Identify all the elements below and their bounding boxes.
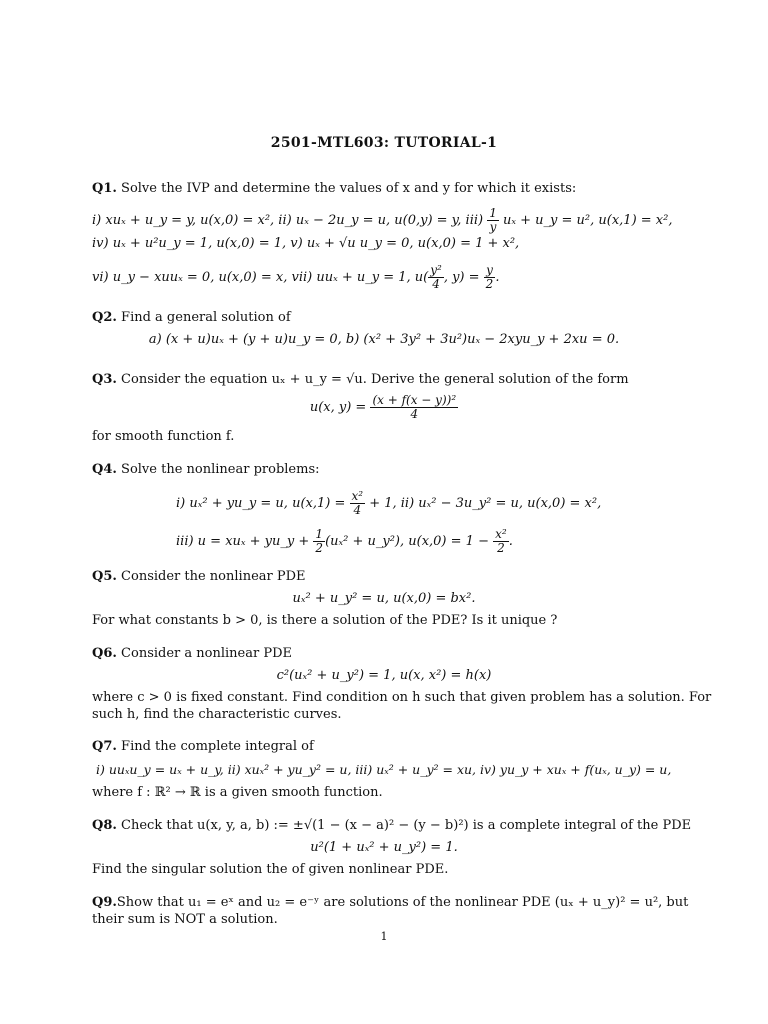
q8-text: Check that u(x, y, a, b) := ±√(1 − (x − a)² − (y − b)²) is a complete integral of the PDE <box>121 818 692 833</box>
fraction-numerator: 1 <box>315 527 324 541</box>
page-number: 1 <box>380 930 388 943</box>
q6-statement <box>92 646 292 662</box>
q5-equation: uₓ² + u_y² = u, u(x,0) = bx². <box>292 591 476 606</box>
fraction-numerator: (x + f(x − y))² <box>372 393 457 407</box>
q1-row1 <box>92 207 672 234</box>
q4-label: Q4. <box>92 462 117 477</box>
q1-row3-tail: . <box>495 270 500 285</box>
fraction-denominator: 4 <box>410 407 419 421</box>
q2-text: Find a general solution of <box>121 310 291 325</box>
q1-row1-fraction <box>487 207 499 234</box>
q8-tail: Find the singular solution the of given nonlinear PDE. <box>92 862 449 877</box>
fraction-numerator: y <box>484 264 496 278</box>
q6-tail-line1: where c > 0 is fixed constant. Find condition on h such that given problem has a solution. For <box>92 690 712 705</box>
fraction-denominator: y <box>489 220 497 234</box>
q1-row2: iv) uₓ + u²u_y = 1, u(x,0) = 1, v) uₓ + √u u_y = 0, u(x,0) = 1 + x², <box>92 236 520 251</box>
q6-tail-line2: such h, find the characteristic curves. <box>92 707 342 722</box>
q1-row1-text: i) xuₓ + u_y = y, u(x,0) = x², ii) uₓ − 2u_y = u, u(0,y) = y, iii) <box>92 213 484 228</box>
q3-tail: for smooth function f. <box>92 429 235 444</box>
q7-statement <box>92 739 314 755</box>
q9-statement-line1 <box>92 895 688 911</box>
q3-eq-lhs: u(x, y) = <box>309 400 367 415</box>
q1-statement <box>92 181 576 197</box>
q8-equation: u²(1 + uₓ² + u_y²) = 1. <box>310 840 458 855</box>
q4-row2-head: iii) u = xuₓ + yu_y + <box>176 534 310 549</box>
q3-statement <box>92 372 629 388</box>
q7-tail: where f : ℝ² → ℝ is a given smooth function. <box>92 785 383 800</box>
q4-row2-mid: (uₓ² + u_y²), u(x,0) = 1 − <box>325 534 489 549</box>
q9-text-line1: Show that u₁ = eˣ and u₂ = e⁻ʸ are solutions of the nonlinear PDE (uₓ + u_y)² = u², but <box>116 895 689 910</box>
fraction-numerator: x² <box>351 489 364 503</box>
q1-row3-fraction <box>428 264 444 291</box>
fraction-denominator: 2 <box>485 277 494 291</box>
q4-row1-head: i) uₓ² + yu_y = u, u(x,1) = <box>176 496 346 511</box>
q3-text: Consider the equation uₓ + u_y = √u. Derive the general solution of the form <box>121 372 629 387</box>
q9-label: Q9. <box>92 895 117 910</box>
q5-statement <box>92 569 306 585</box>
q1-text: Solve the IVP and determine the values of x and y for which it exists: <box>121 181 577 196</box>
q4-row2 <box>176 528 513 555</box>
q5-label: Q5. <box>92 569 117 584</box>
q1-row1-tail: uₓ + u_y = u², u(x,1) = x², <box>503 213 673 228</box>
q2-equation: a) (x + u)uₓ + (y + u)u_y = 0, b) (x² + 3y² + 3u²)uₓ − 2xyu_y + 2xu = 0. <box>148 332 620 347</box>
q8-statement <box>92 818 691 834</box>
page-title: 2501-MTL603: TUTORIAL-1 <box>270 135 498 151</box>
q3-eq-fraction <box>370 394 458 421</box>
fraction-denominator: 4 <box>353 503 362 517</box>
fraction-numerator: 1 <box>489 206 497 220</box>
q1-row3 <box>92 264 499 291</box>
q5-tail: For what constants b > 0, is there a solution of the PDE? Is it unique ? <box>92 613 558 628</box>
q6-text: Consider a nonlinear PDE <box>121 646 292 661</box>
q4-row2-fraction2 <box>493 528 509 555</box>
q3-equation <box>0 394 768 421</box>
q2-label: Q2. <box>92 310 117 325</box>
fraction-numerator: y² <box>430 263 442 277</box>
q4-row1 <box>176 490 601 517</box>
q4-row1-tail: + 1, ii) uₓ² − 3u_y² = u, u(x,0) = x², <box>369 496 602 511</box>
fraction-numerator: x² <box>495 527 507 541</box>
q4-statement <box>92 462 320 478</box>
q4-row2-fraction <box>313 528 325 555</box>
q7-equation: i) uuₓu_y = uₓ + u_y, ii) xuₓ² + yu_y² = u, iii) uₓ² + u_y² = xu, iv) yu_y + xuₓ + f(uₓ, u_y) = u, <box>96 762 672 777</box>
fraction-denominator: 4 <box>432 277 440 291</box>
q6-label: Q6. <box>92 646 117 661</box>
q1-row3-mid: , y) = <box>443 270 480 285</box>
q4-text: Solve the nonlinear problems: <box>121 462 320 477</box>
q5-text: Consider the nonlinear PDE <box>121 569 306 584</box>
q4-row1-fraction <box>350 490 366 517</box>
q7-label: Q7. <box>92 739 117 754</box>
q7-text: Find the complete integral of <box>121 739 314 754</box>
fraction-denominator: 2 <box>497 541 505 555</box>
q4-row2-tail: . <box>508 534 513 549</box>
q1-row3-fraction2 <box>484 264 496 291</box>
q8-label: Q8. <box>92 818 117 833</box>
fraction-denominator: 2 <box>315 541 324 555</box>
q2-statement <box>92 310 291 326</box>
q3-label: Q3. <box>92 372 117 387</box>
q1-label: Q1. <box>92 181 117 196</box>
q1-row3-head: vi) u_y − xuuₓ = 0, u(x,0) = x, vii) uuₓ + u_y = 1, u( <box>92 270 429 285</box>
q6-equation: c²(uₓ² + u_y²) = 1, u(x, x²) = h(x) <box>276 668 492 683</box>
q9-statement-line2: their sum is NOT a solution. <box>92 912 278 927</box>
